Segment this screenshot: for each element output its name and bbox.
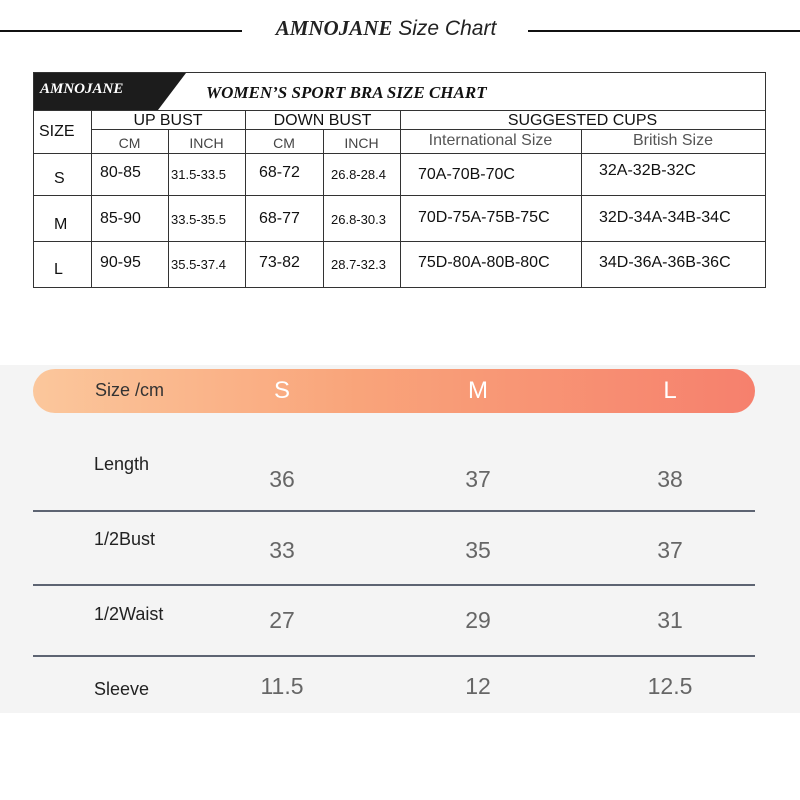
size-unit-label: Size /cm [95, 380, 165, 400]
col-rule-6 [581, 129, 582, 287]
table-title: WOMEN’S SPORT BRA SIZE CHART [206, 83, 487, 102]
header-subtitle: Size Chart [398, 17, 497, 40]
measure-value: 29 [465, 607, 491, 633]
measure-value: 38 [657, 466, 683, 492]
british-size-header: British Size [632, 132, 714, 149]
measure-value: 36 [269, 466, 295, 492]
down-bust-cm-cell: 68-77 [259, 210, 300, 227]
measure-value: 31 [657, 607, 683, 633]
header-rule-left [0, 30, 242, 32]
measure-value: 11.5 [260, 673, 304, 699]
size-m-heading: M [468, 377, 488, 404]
cups-header: SUGGESTED CUPS [507, 112, 658, 129]
up-bust-inch-cell: 33.5-35.5 [171, 212, 226, 227]
down-bust-header: DOWN BUST [273, 112, 372, 129]
measure-label-half-bust: 1/2Bust [94, 529, 156, 549]
measure-label-length: Length [94, 454, 150, 474]
measure-label-half-waist: 1/2Waist [94, 604, 164, 624]
up-bust-inch-cell: 35.5-37.4 [171, 257, 226, 272]
down-bust-inch-cell: 26.8-28.4 [331, 167, 386, 182]
up-bust-cm-cell: 85-90 [100, 210, 141, 227]
up-bust-inch-header: INCH [189, 135, 224, 151]
logo-text: AMNOJANE [40, 81, 124, 97]
international-size-header: International Size [428, 132, 553, 149]
measure-label-sleeve: Sleeve [94, 679, 150, 699]
measure-value: 12 [465, 673, 491, 699]
down-bust-cm-header: CM [273, 135, 295, 151]
up-bust-cm-cell: 90-95 [100, 254, 141, 271]
measure-value: 37 [657, 537, 683, 563]
measure-value: 27 [269, 607, 295, 633]
british-size-cell: 34D-36A-36B-36C [599, 254, 731, 271]
header-title [252, 16, 520, 41]
size-cell: L [54, 261, 63, 278]
bra-size-table [33, 72, 766, 288]
international-size-cell: 70D-75A-75B-75C [418, 209, 550, 226]
size-l-heading: L [663, 377, 677, 404]
size-cell: M [54, 216, 68, 233]
measure-value: 12.5 [647, 673, 693, 699]
size-s-heading: S [273, 377, 290, 404]
down-bust-cm-cell: 73-82 [259, 254, 300, 271]
col-rule-4 [323, 129, 324, 287]
up-bust-cm-header: CM [118, 135, 141, 151]
row-separator [33, 655, 755, 657]
measure-value: 35 [465, 537, 491, 563]
international-size-cell: 75D-80A-80B-80C [418, 254, 550, 271]
size-header: SIZE [39, 123, 75, 140]
british-size-cell: 32A-32B-32C [599, 162, 696, 179]
size-cell: S [54, 170, 65, 187]
up-bust-inch-cell: 31.5-33.5 [171, 167, 226, 182]
international-size-cell: 70A-70B-70C [418, 166, 515, 183]
measure-value: 37 [465, 466, 491, 492]
down-bust-inch-cell: 28.7-32.3 [331, 257, 386, 272]
garment-measurements [0, 365, 800, 713]
down-bust-cm-cell: 68-72 [259, 164, 300, 181]
row-separator [33, 584, 755, 586]
measure-value: 33 [269, 537, 295, 563]
british-size-cell: 32D-34A-34B-34C [599, 209, 731, 226]
chart-header [0, 14, 800, 48]
up-bust-cm-cell: 80-85 [100, 164, 141, 181]
row-separator [33, 510, 755, 512]
down-bust-inch-cell: 26.8-30.3 [331, 212, 386, 227]
brand-logo [34, 73, 186, 110]
header-brand: AMNOJANE [275, 16, 393, 40]
table-banner [34, 73, 765, 111]
size-header-pill [33, 369, 755, 413]
col-rule-2 [168, 129, 169, 287]
up-bust-header: UP BUST [133, 112, 203, 129]
down-bust-inch-header: INCH [344, 135, 379, 151]
header-rule-right [528, 30, 800, 32]
